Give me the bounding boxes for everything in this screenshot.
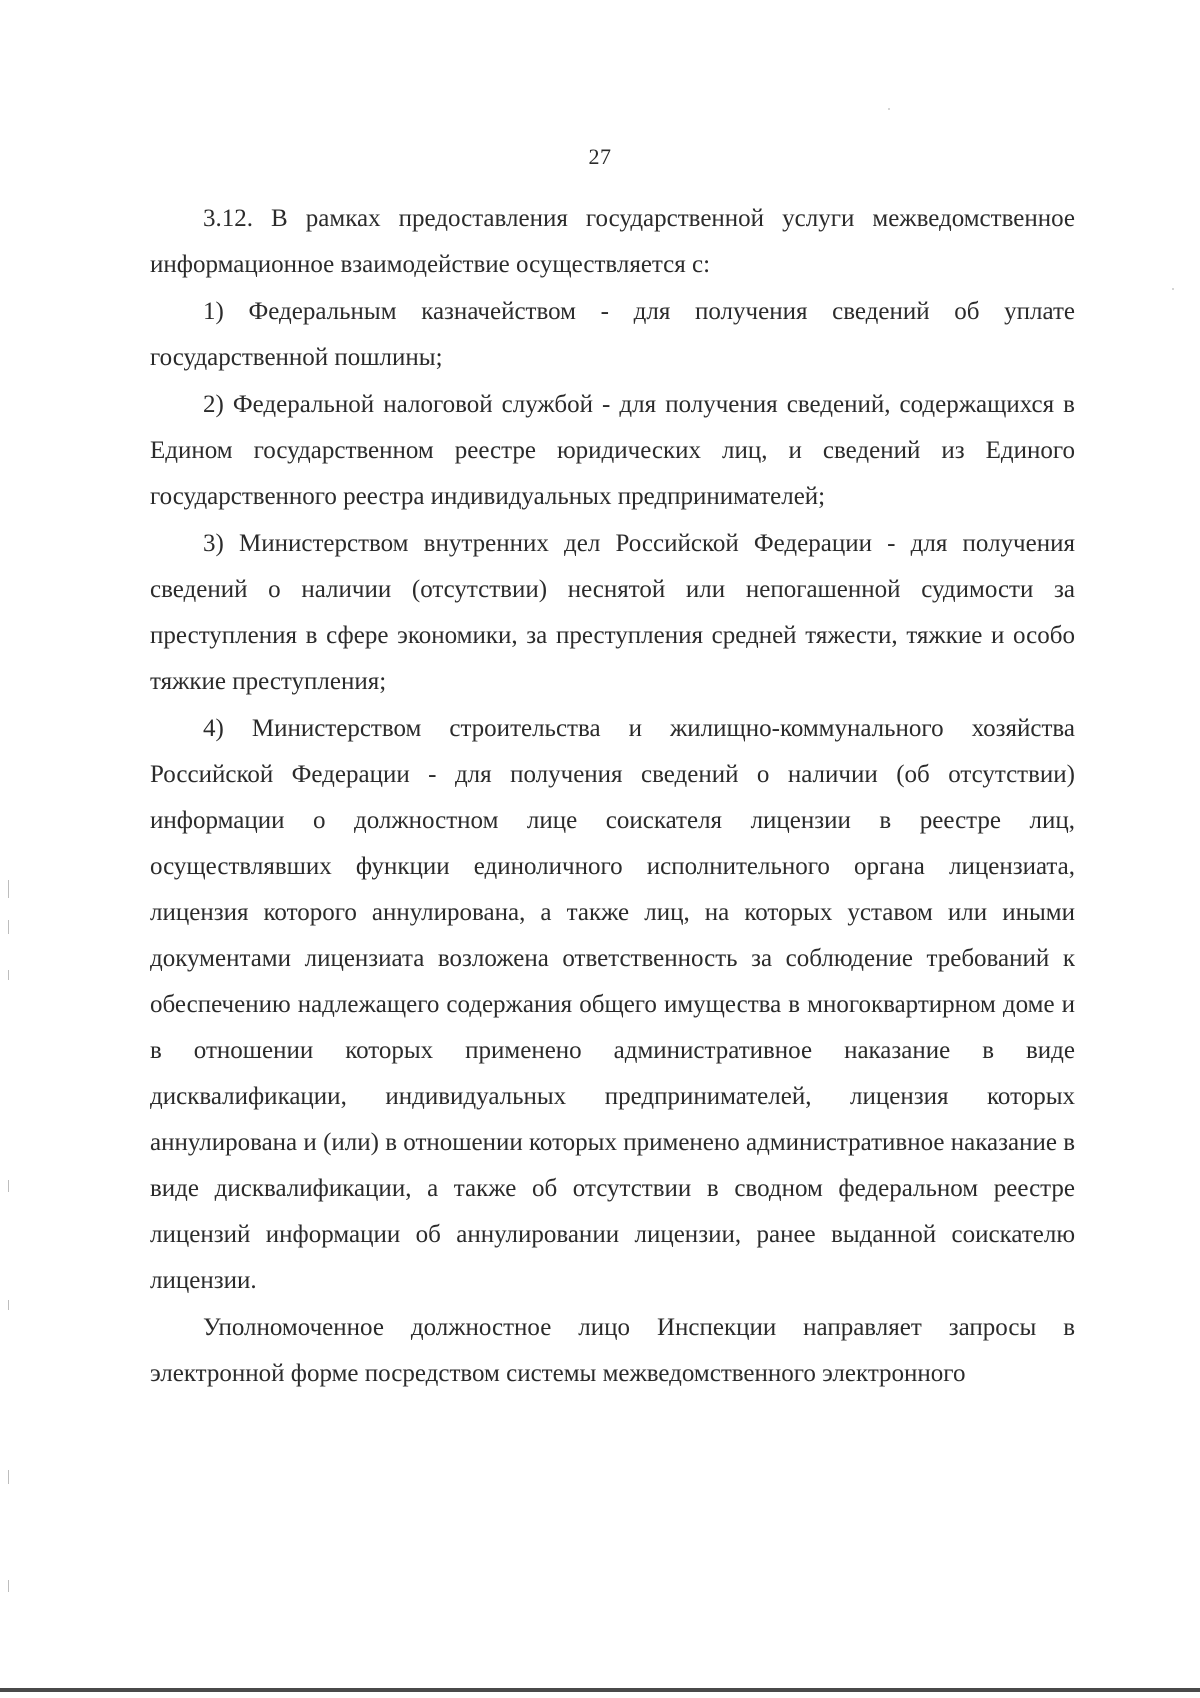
list-item-2-tax-service: 2) Федеральной налоговой службой - для получения сведений, содержащихся в Едином государственном реестре юридических лиц, и сведений из Единого государственного реестра индивидуальных предпринимателей; [150,391,1075,510]
paragraph-3-12-intro: 3.12. В рамках предоставления государственной услуги межведомственное информационное взаимодействие осуществляется с: [150,205,1075,278]
list-item-1-treasury: 1) Федеральным казначейством - для получения сведений об уплате государственной пошлины; [150,298,1075,371]
list-item-3-interior-ministry: 3) Министерством внутренних дел Российской Федерации - для получения сведений о наличии (отсутствии) неснятой или непогашенной судимости за преступления в сфере экономики, за преступления средней тяжести, тяжкие и особо тяжкие преступления; [150,530,1075,695]
document-body [150,196,1075,1398]
list-item-4-construction-ministry: 4) Министерством строительства и жилищно-коммунального хозяйства Российской Федерации - для получения сведений о наличии (об отсутствии) информации о должностном лице соискателя лицензии в реестре лиц, осуществлявших функции единоличного исполнительного органа лицензиата, лицензия которого аннулирована, а также лиц, на которых уставом или иными документами лицензиата возложена ответственность за соблюдение требований к обеспечению надлежащего содержания общего имущества в многоквартирном доме и в отношении которых применено административное наказание в виде дисквалификации, индивидуальных предпринимателей, лицензия которых аннулирована и (или) в отношении которых применено административное наказание в виде дисквалификации, а также об отсутствии в сводном федеральном реестре лицензий информации об аннулировании лицензии, ранее выданной соискателю лицензии. [150,715,1075,1294]
scan-speck [1172,288,1174,290]
scan-margin-marks [8,880,10,1640]
scan-bottom-edge [0,1688,1200,1692]
scan-speck [888,108,890,110]
page-number: 27 [588,144,612,169]
paragraph-inspection-requests: Уполномоченное должностное лицо Инспекции направляет запросы в электронной форме посредством системы межведомственного электронного [150,1314,1075,1387]
